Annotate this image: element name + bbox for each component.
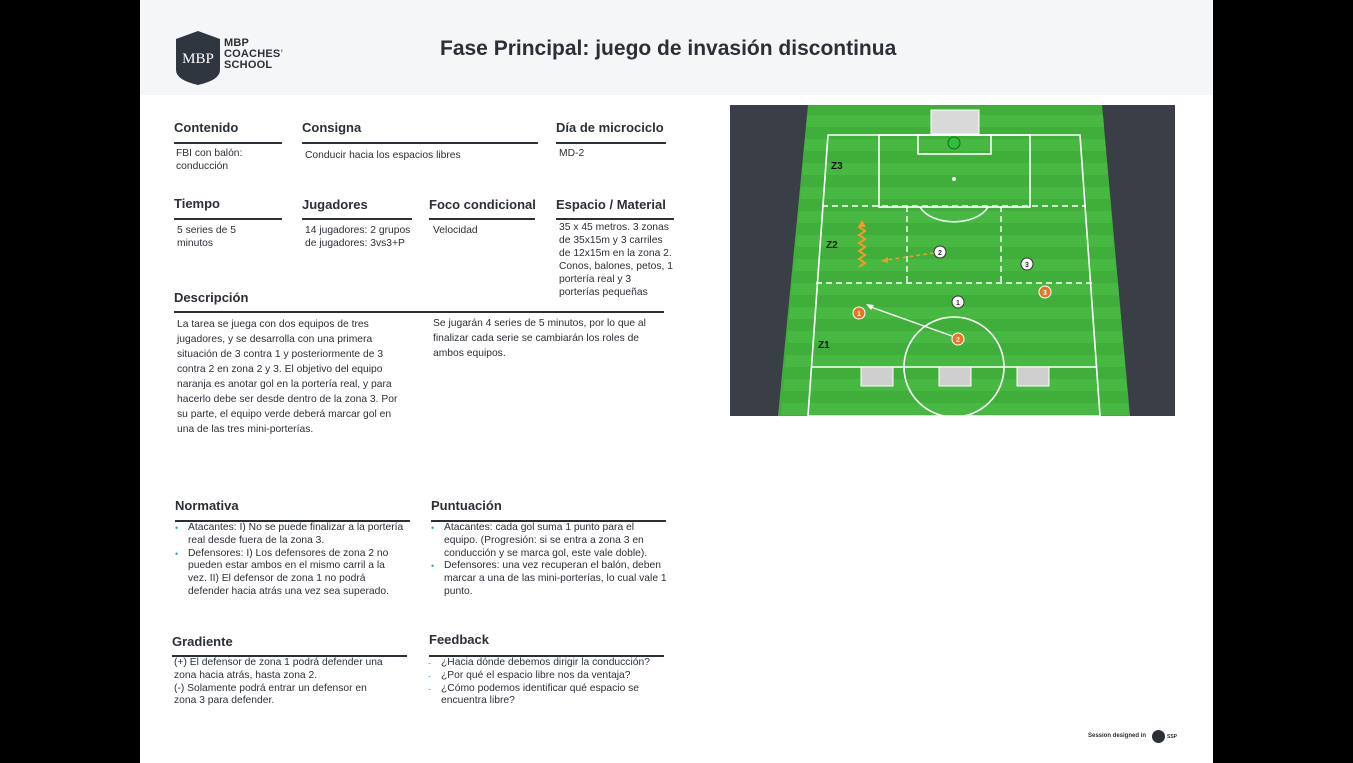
consigna-heading: Consigna xyxy=(302,120,362,135)
jugadores-value: 14 jugadores: 2 grupos de jugadores: 3vs3+P xyxy=(305,225,411,249)
feedback-item xyxy=(427,657,657,670)
logo-monogram: MBP xyxy=(182,51,214,67)
zone-label-z2: Z2 xyxy=(826,240,838,251)
puntuacion-item-text: Defensores: una vez recuperan el balón, deben marcar a una de las mini-porterías, lo cual vale 1 punto. xyxy=(444,560,667,597)
credit-text: Session designed in xyxy=(1088,733,1147,739)
dash-bullet-icon: - xyxy=(428,670,431,681)
descripcion-col-1: La tarea se juega con dos equipos de tres jugadores, y se desarrolla con una primera situación de 3 contra 1 y posteriormente de 3 contra 2 en zona 2 y 3. El objetivo del equipo naranja es anotar gol en la portería real, y para hacerlo debe ser desde dentro de la zona 3. Por su parte, el equipo verde deberá marcar gol en una de las tres mini-porterías. xyxy=(177,319,398,435)
normativa-list xyxy=(174,522,406,599)
consigna-value: Conducir hacia los espacios libres xyxy=(305,150,461,161)
dash-bullet-icon: - xyxy=(428,658,431,668)
tiempo-value: 5 series de 5 minutos xyxy=(177,225,236,249)
session-page xyxy=(140,0,1213,763)
contenido-value: FBI con balón: conducción xyxy=(176,148,243,172)
puntuacion-list xyxy=(430,522,670,599)
main-goal xyxy=(931,110,979,134)
white-player xyxy=(952,296,964,308)
feedback-list xyxy=(427,657,657,708)
white-player xyxy=(934,246,946,258)
puntuacion-item-text: Atacantes: cada gol suma 1 punto para el equipo. (Progresión: si se entra a zona 3 en conducción y se marca gol, este vale doble). xyxy=(444,522,648,559)
feedback-heading: Feedback xyxy=(429,632,489,647)
ssp-logo-icon xyxy=(1152,730,1165,743)
espacio-heading: Espacio / Material xyxy=(556,197,666,212)
feedback-item-text: ¿Cómo podemos identificar qué espacio se encuentra libre? xyxy=(441,682,640,707)
foco-heading: Foco condicional xyxy=(429,197,536,212)
normativa-heading: Normativa xyxy=(175,498,239,513)
descripcion-col-2: Se jugarán 4 series de 5 minutos, por lo que al finalizar cada serie se cambiarán los roles de ambos equipos. xyxy=(433,318,646,359)
zone-label-z1: Z1 xyxy=(818,340,830,351)
white-player-number: 1 xyxy=(956,300,960,307)
bullet-icon: • xyxy=(431,523,435,533)
orange-player-number: 3 xyxy=(1043,290,1047,297)
header xyxy=(140,0,1213,95)
orange-player-number: 1 xyxy=(857,311,861,318)
zone-label-z3: Z3 xyxy=(831,161,843,172)
dia-rule xyxy=(556,142,666,144)
tiempo-heading: Tiempo xyxy=(174,196,220,211)
espacio-value: 35 x 45 metros. 3 zonas de 35x15m y 3 carriles de 12x15m en la zona 2. Conos, balones, petos, 1 portería real y 3 porterías pequeñas xyxy=(559,222,673,298)
contenido-heading: Contenido xyxy=(174,120,239,135)
puntuacion-item xyxy=(430,522,670,560)
normativa-item xyxy=(174,548,406,599)
mini-goal-center xyxy=(939,367,971,386)
logo-line-2-text: COACHES xyxy=(224,48,281,60)
tiempo-rule xyxy=(174,218,282,220)
dash-bullet-icon: - xyxy=(428,683,431,694)
feedback-item-text: ¿Por qué el espacio libre nos da ventaja? xyxy=(441,669,631,681)
jugadores-rule xyxy=(302,218,412,220)
consigna-rule xyxy=(302,142,538,144)
orange-player xyxy=(952,333,964,345)
logo-line-3: SCHOOL xyxy=(224,59,273,71)
orange-player-number: 2 xyxy=(956,337,960,344)
foco-rule xyxy=(429,218,535,220)
mini-goal-right xyxy=(1017,367,1049,386)
normativa-item-text: Defensores: I) Los defensores de zona 2 no pueden estar ambos en el mismo carril a la vez. II) El defensor de zona 1 no podrá defender hacia atrás una vez sea superado. xyxy=(188,547,389,597)
descripcion-rule xyxy=(174,311,664,313)
gradiente-heading: Gradiente xyxy=(172,634,233,649)
puntuacion-heading: Puntuación xyxy=(431,498,502,513)
contenido-rule xyxy=(174,142,282,144)
feedback-item xyxy=(427,670,657,683)
orange-player xyxy=(853,307,865,319)
jugadores-heading: Jugadores xyxy=(302,197,368,212)
credit-brand: SSP xyxy=(1167,734,1178,740)
bullet-icon: • xyxy=(175,523,179,533)
white-player-number: 2 xyxy=(938,250,942,257)
logo-line-1: MBP xyxy=(224,37,250,49)
feedback-item xyxy=(427,683,657,709)
pitch-diagram xyxy=(730,105,1175,416)
bullet-icon: • xyxy=(175,548,179,559)
white-player-number: 3 xyxy=(1025,262,1029,269)
descripcion-heading: Descripción xyxy=(174,290,249,305)
goalkeeper xyxy=(948,137,960,149)
dia-heading: Día de microciclo xyxy=(556,120,664,135)
foco-value: Velocidad xyxy=(433,225,478,236)
puntuacion-item xyxy=(430,560,670,598)
orange-player xyxy=(1039,286,1051,298)
logo-accent-mark: ' xyxy=(280,48,284,60)
shield-logo-icon xyxy=(174,30,222,86)
espacio-rule xyxy=(556,218,674,220)
mini-goal-left xyxy=(861,367,893,386)
penalty-spot xyxy=(952,177,956,181)
normativa-item-text: Atacantes: I) No se puede finalizar a la portería real desde fuera de la zona 3. xyxy=(188,522,404,546)
page-title: Fase Principal: juego de invasión discontinua xyxy=(440,37,897,60)
bullet-icon: • xyxy=(431,561,435,572)
gradiente-value: (+) El defensor de zona 1 podrá defender una zona hacia atrás, hasta zona 2. (-) Solamente podrá entrar un defensor en zona 3 para defender. xyxy=(174,657,383,707)
logo-wordmark xyxy=(224,38,283,71)
feedback-item-text: ¿Hacia dónde debemos dirigir la conducción? xyxy=(441,657,650,668)
dia-value: MD-2 xyxy=(559,148,585,159)
white-player xyxy=(1021,258,1033,270)
normativa-item xyxy=(174,522,406,548)
